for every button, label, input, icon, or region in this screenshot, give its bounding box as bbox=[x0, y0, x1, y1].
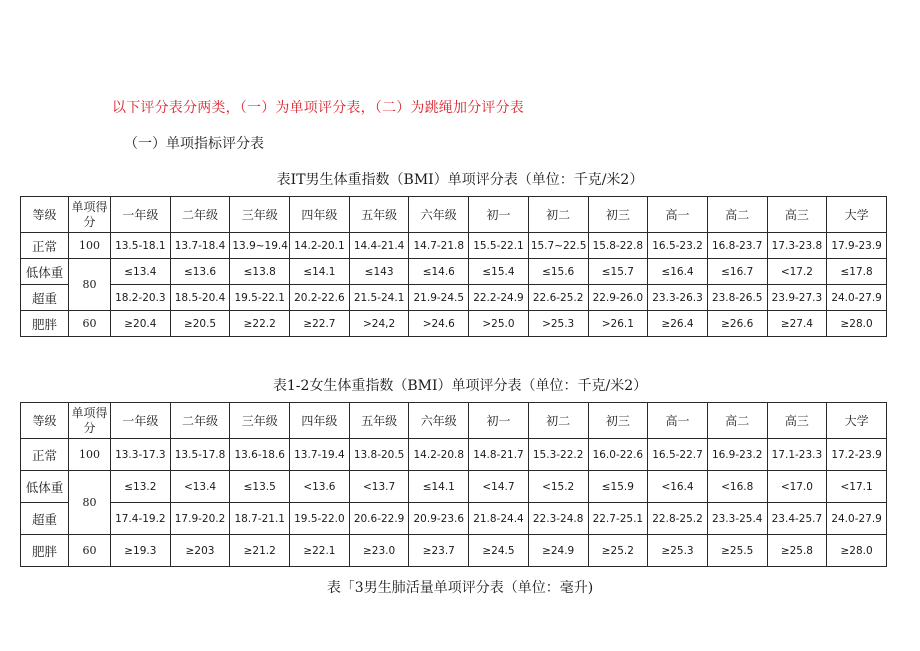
header-grade: 四年级 bbox=[290, 403, 350, 439]
table-row bbox=[21, 503, 887, 535]
table-row bbox=[21, 259, 887, 285]
header-grade: 高二 bbox=[707, 197, 767, 233]
table-cell: 22.7-25.1 bbox=[588, 503, 648, 535]
table-cell: 21.9-24.5 bbox=[409, 285, 469, 311]
table-cell: <16.8 bbox=[707, 471, 767, 503]
table-cell: ≥23.7 bbox=[409, 535, 469, 567]
table-cell: <14.7 bbox=[469, 471, 529, 503]
header-grade: 一年级 bbox=[111, 403, 171, 439]
header-level: 等级 bbox=[21, 403, 69, 439]
header-grade: 四年级 bbox=[290, 197, 350, 233]
table-cell: 14.2-20.1 bbox=[290, 233, 350, 259]
table-cell: ≤13.2 bbox=[111, 471, 171, 503]
table-cell: ≤13.8 bbox=[230, 259, 290, 285]
table-cell: ≤15.6 bbox=[528, 259, 588, 285]
female-bmi-table bbox=[20, 402, 887, 567]
table-cell: <17.2 bbox=[767, 259, 827, 285]
header-grade: 二年级 bbox=[170, 403, 230, 439]
table-cell: 18.5-20.4 bbox=[170, 285, 230, 311]
table-cell: 13.6-18.6 bbox=[230, 439, 290, 471]
table2-caption: 表1-2女生体重指数（BMI）单项评分表（单位：千克/米2） bbox=[272, 378, 648, 394]
table-cell: 17.9-23.9 bbox=[827, 233, 887, 259]
table-cell: ≤16.7 bbox=[707, 259, 767, 285]
table-cell: 13.5-18.1 bbox=[111, 233, 171, 259]
table-cell: 13.7-19.4 bbox=[290, 439, 350, 471]
table-cell: 13.8-20.5 bbox=[349, 439, 409, 471]
row-level: 正常 bbox=[21, 439, 69, 471]
row-level: 超重 bbox=[21, 285, 69, 311]
intro-text: 以下评分表分两类，（一）为单项评分表，（二）为跳绳加分评分表 bbox=[112, 100, 524, 116]
table-cell: 20.6-22.9 bbox=[349, 503, 409, 535]
table-cell: 22.8-25.2 bbox=[648, 503, 708, 535]
table-cell: 16.9-23.2 bbox=[707, 439, 767, 471]
table-cell: 21.5-24.1 bbox=[349, 285, 409, 311]
table-cell: 21.8-24.4 bbox=[469, 503, 529, 535]
table-header-row bbox=[21, 197, 887, 233]
table-cell: 24.0-27.9 bbox=[827, 503, 887, 535]
table-cell: 14.7-21.8 bbox=[409, 233, 469, 259]
row-points: 100 bbox=[69, 233, 111, 259]
table-cell: 16.5-22.7 bbox=[648, 439, 708, 471]
table-cell: 18.2-20.3 bbox=[111, 285, 171, 311]
table-row bbox=[21, 439, 887, 471]
table-cell: 23.4-25.7 bbox=[767, 503, 827, 535]
header-grade: 三年级 bbox=[230, 403, 290, 439]
table-cell: <17.1 bbox=[827, 471, 887, 503]
header-grade: 一年级 bbox=[111, 197, 171, 233]
header-grade: 五年级 bbox=[349, 197, 409, 233]
row-points: 80 bbox=[69, 259, 111, 311]
table-cell: ≤14.1 bbox=[409, 471, 469, 503]
header-grade: 六年级 bbox=[409, 403, 469, 439]
header-grade: 初三 bbox=[588, 403, 648, 439]
table-cell: <16.4 bbox=[648, 471, 708, 503]
table-cell: 23.3-25.4 bbox=[707, 503, 767, 535]
table-cell: ≥23.0 bbox=[349, 535, 409, 567]
table-cell: 15.8-22.8 bbox=[588, 233, 648, 259]
table-cell: 16.5-23.2 bbox=[648, 233, 708, 259]
row-level: 低体重 bbox=[21, 259, 69, 285]
header-grade: 高一 bbox=[648, 403, 708, 439]
table-cell: ≤13.5 bbox=[230, 471, 290, 503]
table-cell: 14.4-21.4 bbox=[349, 233, 409, 259]
table-cell: 18.7-21.1 bbox=[230, 503, 290, 535]
table-cell: ≥25.5 bbox=[707, 535, 767, 567]
table-cell: ≤14.1 bbox=[290, 259, 350, 285]
row-points: 60 bbox=[69, 311, 111, 337]
table-cell: 13.3-17.3 bbox=[111, 439, 171, 471]
table-cell: ≤15.4 bbox=[469, 259, 529, 285]
table-cell: ≥26.6 bbox=[707, 311, 767, 337]
table-cell: 13.9~19.4 bbox=[230, 233, 290, 259]
table-cell: ≥27.4 bbox=[767, 311, 827, 337]
table-cell: 22.6-25.2 bbox=[528, 285, 588, 311]
header-grade: 五年级 bbox=[349, 403, 409, 439]
table-cell: 15.3-22.2 bbox=[528, 439, 588, 471]
table-cell: 22.3-24.8 bbox=[528, 503, 588, 535]
table-cell: ≥25.8 bbox=[767, 535, 827, 567]
header-points: 单项得分 bbox=[69, 403, 111, 439]
table-cell: 22.9-26.0 bbox=[588, 285, 648, 311]
table-cell: 19.5-22.0 bbox=[290, 503, 350, 535]
table-cell: >24,2 bbox=[349, 311, 409, 337]
table-cell: ≥28.0 bbox=[827, 535, 887, 567]
table-cell: ≥28.0 bbox=[827, 311, 887, 337]
header-grade: 三年级 bbox=[230, 197, 290, 233]
table-cell: ≤143 bbox=[349, 259, 409, 285]
table-cell: ≤15.7 bbox=[588, 259, 648, 285]
table-row bbox=[21, 311, 887, 337]
table-row bbox=[21, 233, 887, 259]
header-grade: 高一 bbox=[648, 197, 708, 233]
table-cell: 19.5-22.1 bbox=[230, 285, 290, 311]
header-grade: 高二 bbox=[707, 403, 767, 439]
header-points: 单项得分 bbox=[69, 197, 111, 233]
table-cell: 13.5-17.8 bbox=[170, 439, 230, 471]
header-grade: 初一 bbox=[469, 197, 529, 233]
table-cell: >26.1 bbox=[588, 311, 648, 337]
table-cell: <17.0 bbox=[767, 471, 827, 503]
table-cell: >24.6 bbox=[409, 311, 469, 337]
table-cell: ≥25.2 bbox=[588, 535, 648, 567]
table-cell: ≥24.5 bbox=[469, 535, 529, 567]
row-points: 80 bbox=[69, 471, 111, 535]
header-grade: 高三 bbox=[767, 197, 827, 233]
table-cell: 23.8-26.5 bbox=[707, 285, 767, 311]
table-cell: 15.5-22.1 bbox=[469, 233, 529, 259]
table-cell: >25.3 bbox=[528, 311, 588, 337]
row-level: 肥胖 bbox=[21, 535, 69, 567]
table-cell: ≥20.5 bbox=[170, 311, 230, 337]
row-level: 超重 bbox=[21, 503, 69, 535]
table-cell: 14.2-20.8 bbox=[409, 439, 469, 471]
table-cell: ≥24.9 bbox=[528, 535, 588, 567]
header-grade: 六年级 bbox=[409, 197, 469, 233]
table-cell: 14.8-21.7 bbox=[469, 439, 529, 471]
table-cell: >25.0 bbox=[469, 311, 529, 337]
table-cell: ≤14.6 bbox=[409, 259, 469, 285]
table-cell: ≥21.2 bbox=[230, 535, 290, 567]
header-grade: 大学 bbox=[827, 197, 887, 233]
header-grade: 二年级 bbox=[170, 197, 230, 233]
table-cell: ≥20.4 bbox=[111, 311, 171, 337]
table-cell: 17.2-23.9 bbox=[827, 439, 887, 471]
table-cell: <13.6 bbox=[290, 471, 350, 503]
table-cell: 13.7-18.4 bbox=[170, 233, 230, 259]
table-cell: 17.9-20.2 bbox=[170, 503, 230, 535]
table-cell: 22.2-24.9 bbox=[469, 285, 529, 311]
row-level: 肥胖 bbox=[21, 311, 69, 337]
table-cell: <13.4 bbox=[170, 471, 230, 503]
table-cell: <15.2 bbox=[528, 471, 588, 503]
row-level: 正常 bbox=[21, 233, 69, 259]
header-grade: 初二 bbox=[528, 197, 588, 233]
table1-caption: 表IT男生体重指数（BMI）单项评分表（单位：千克/米2） bbox=[276, 172, 644, 188]
table-cell: ≤17.8 bbox=[827, 259, 887, 285]
table-cell: 20.9-23.6 bbox=[409, 503, 469, 535]
header-grade: 初一 bbox=[469, 403, 529, 439]
table-row bbox=[21, 535, 887, 567]
table-cell: ≥19.3 bbox=[111, 535, 171, 567]
table-cell: 15.7~22.5 bbox=[528, 233, 588, 259]
table-cell: 23.9-27.3 bbox=[767, 285, 827, 311]
table-cell: <13.7 bbox=[349, 471, 409, 503]
header-level: 等级 bbox=[21, 197, 69, 233]
table-cell: ≥203 bbox=[170, 535, 230, 567]
table-cell: 24.0-27.9 bbox=[827, 285, 887, 311]
table-cell: ≥22.2 bbox=[230, 311, 290, 337]
header-grade: 初二 bbox=[528, 403, 588, 439]
table-cell: 16.8-23.7 bbox=[707, 233, 767, 259]
table-row bbox=[21, 471, 887, 503]
table-header-row bbox=[21, 403, 887, 439]
table-cell: ≥22.1 bbox=[290, 535, 350, 567]
table3-caption: 表「3男生肺活量单项评分表（单位：毫升) bbox=[326, 580, 594, 596]
table-cell: ≥22.7 bbox=[290, 311, 350, 337]
header-grade: 高三 bbox=[767, 403, 827, 439]
row-points: 100 bbox=[69, 439, 111, 471]
table-cell: ≤13.6 bbox=[170, 259, 230, 285]
section-title: （一）单项指标评分表 bbox=[124, 136, 264, 152]
row-level: 低体重 bbox=[21, 471, 69, 503]
header-grade: 初三 bbox=[588, 197, 648, 233]
header-grade: 大学 bbox=[827, 403, 887, 439]
table-cell: ≤15.9 bbox=[588, 471, 648, 503]
table-cell: ≥26.4 bbox=[648, 311, 708, 337]
table-row bbox=[21, 285, 887, 311]
table-cell: 17.4-19.2 bbox=[111, 503, 171, 535]
male-bmi-table bbox=[20, 196, 887, 337]
table-cell: 16.0-22.6 bbox=[588, 439, 648, 471]
table-cell: 17.1-23.3 bbox=[767, 439, 827, 471]
row-points: 60 bbox=[69, 535, 111, 567]
table-cell: ≤13.4 bbox=[111, 259, 171, 285]
table-cell: 17.3-23.8 bbox=[767, 233, 827, 259]
table-cell: 20.2-22.6 bbox=[290, 285, 350, 311]
table-cell: 23.3-26.3 bbox=[648, 285, 708, 311]
table-cell: ≤16.4 bbox=[648, 259, 708, 285]
table-cell: ≥25.3 bbox=[648, 535, 708, 567]
